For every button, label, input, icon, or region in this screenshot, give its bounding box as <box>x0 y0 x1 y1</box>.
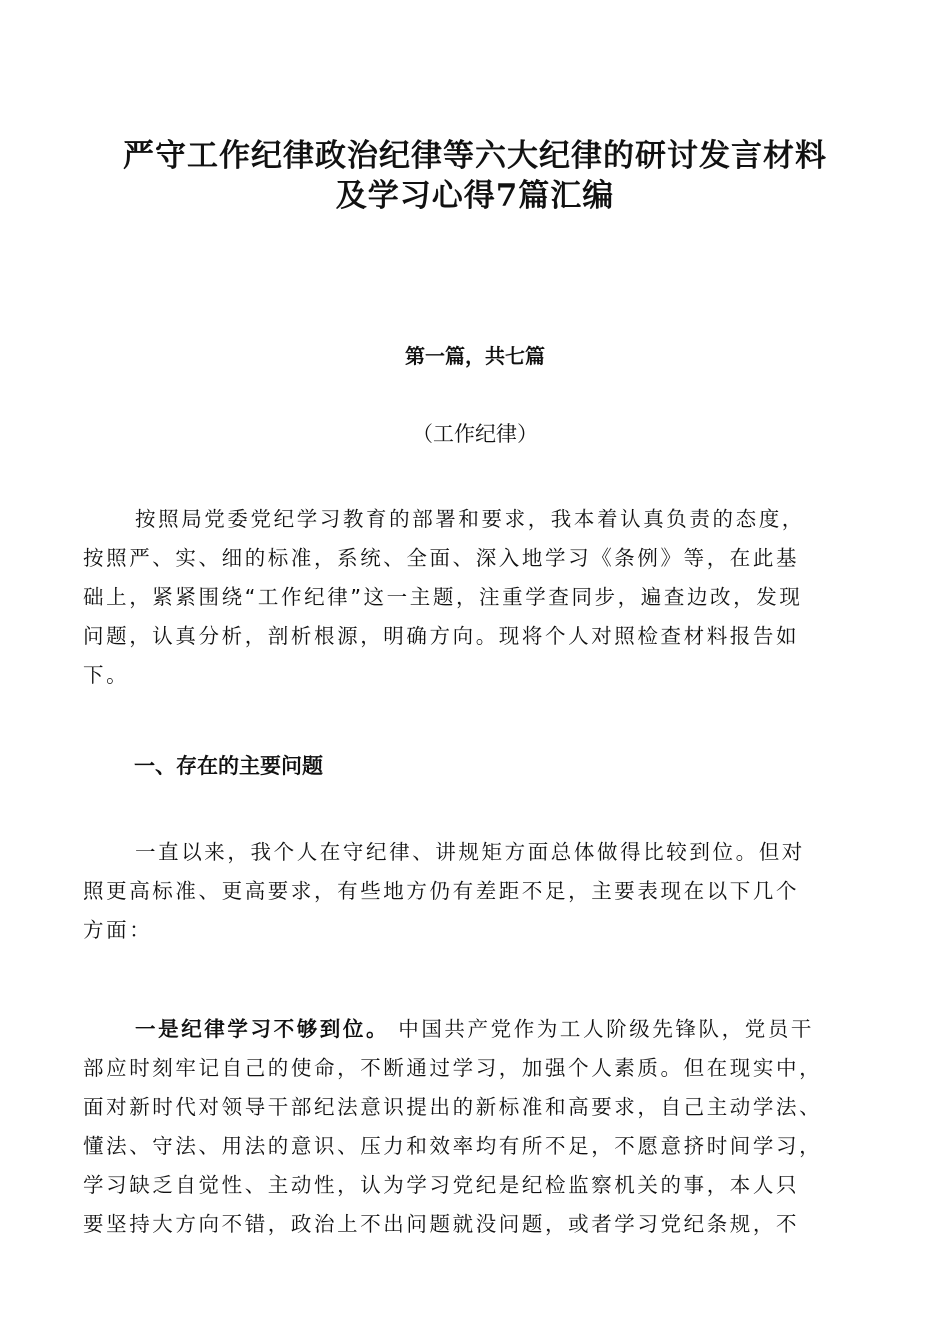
point-first-line: 中国共产党作为工人阶级先锋队，党员干 <box>389 1017 815 1041</box>
text-line: 下。 <box>83 663 130 687</box>
point-one-paragraph <box>83 1010 883 1244</box>
document-title <box>60 136 890 216</box>
section-heading: 一、存在的主要问题 <box>134 754 323 778</box>
text-line: 懂法、守法、用法的意识、压力和效率均有所不足，不愿意挤时间学习， <box>83 1134 823 1158</box>
text-line: 要坚持大方向不错，政治上不出问题就没问题，或者学习党纪条规，不 <box>83 1212 800 1236</box>
text-line: 面对新时代对领导干部纪法意识提出的新标准和高要求，自己主动学法、 <box>83 1095 823 1119</box>
text-line: 照更高标准、更高要求，有些地方仍有差距不足，主要表现在以下几个 <box>83 879 800 903</box>
text-line: 一直以来，我个人在守纪律、讲规矩方面总体做得比较到位。但对 <box>135 840 805 864</box>
text-line <box>83 1010 883 1049</box>
text-line: 部应时刻牢记自己的使命，不断通过学习，加强个人素质。但在现实中， <box>83 1056 823 1080</box>
text-line: 础上，紧紧围绕“工作纪律”这一主题，注重学查同步，遍查边改，发现 <box>83 585 803 609</box>
section-tag: （工作纪律） <box>412 422 538 446</box>
point-lead: 一是纪律学习不够到位。 <box>135 1017 390 1041</box>
title-line-2: 及学习心得7篇汇编 <box>335 178 615 214</box>
text-line: 按照局党委党纪学习教育的部署和要求，我本着认真负责的态度， <box>135 507 805 531</box>
part-label: 第一篇，共七篇 <box>405 344 545 368</box>
title-line-1: 严守工作纪律政治纪律等六大纪律的研讨发言材料 <box>123 138 827 174</box>
problems-intro-paragraph <box>83 833 883 950</box>
intro-paragraph <box>83 500 883 695</box>
text-line: 问题，认真分析，剖析根源，明确方向。现将个人对照检查材料报告如 <box>83 624 800 648</box>
text-line: 按照严、实、细的标准，系统、全面、深入地学习《条例》等，在此基 <box>83 546 800 570</box>
text-line: 学习缺乏自觉性、主动性，认为学习党纪是纪检监察机关的事，本人只 <box>83 1173 800 1197</box>
text-line: 方面： <box>83 918 153 942</box>
